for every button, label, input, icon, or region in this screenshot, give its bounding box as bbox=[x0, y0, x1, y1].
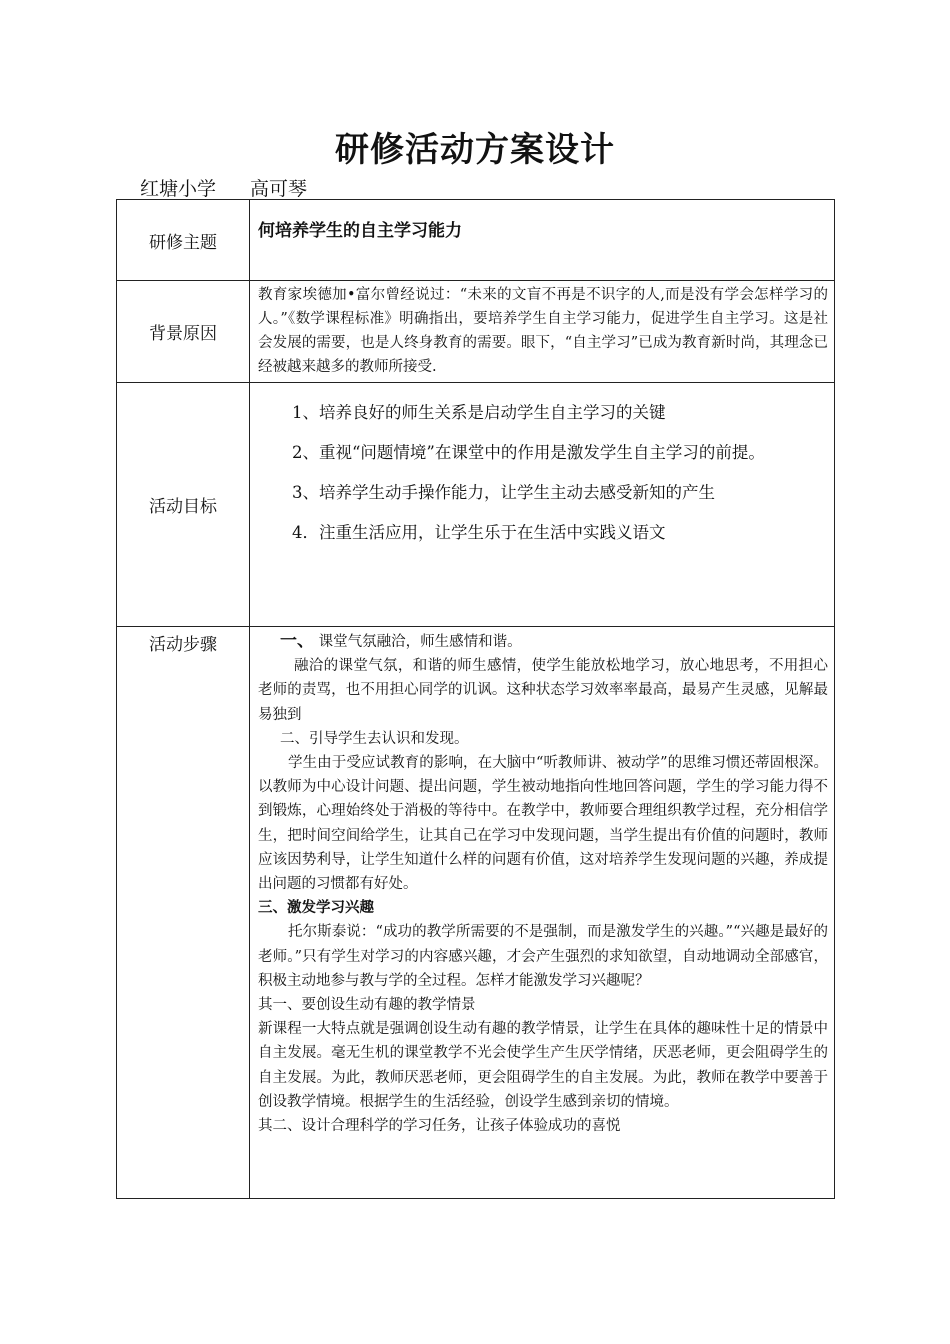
goal-item: 2、重视“问题情境”在课堂中的作用是激发学生自主学习的前提。 bbox=[292, 443, 765, 462]
step1-heading bbox=[258, 629, 828, 654]
row-background bbox=[117, 281, 835, 383]
sub2-title: 其二、设计合理科学的学习任务，让孩子体验成功的喜悦 bbox=[258, 1118, 621, 1135]
row-theme bbox=[117, 200, 835, 281]
background-cell bbox=[250, 281, 835, 383]
page-title: 研修活动方案设计 bbox=[335, 130, 615, 170]
goals-list bbox=[250, 383, 834, 548]
step1-title: 课堂气氛融洽，师生感情和谐。 bbox=[318, 634, 522, 650]
step3-body: 托尔斯泰说：“成功的教学所需要的不是强制，而是激发学生的兴趣。”“兴趣是最好的老师。”只有学生对学习的内容感兴趣，才会产生强烈的求知欲望，自动地调动全部感官，积极主动地参与教与学的全过程。怎样才能激发学习兴趣呢？ bbox=[258, 924, 828, 989]
steps-cell bbox=[250, 627, 835, 1199]
step1-body: 融洽的课堂气氛，和谐的师生感情，使学生能放松地学习，放心地思考，不用担心老师的责骂，也不用担心同学的讥讽。这种状态学习效率率最高，最易产生灵感，见解最易独到 bbox=[258, 658, 828, 723]
goals-label: 活动目标 bbox=[117, 383, 250, 627]
author-name: 高可琴 bbox=[250, 178, 308, 200]
steps-label: 活动步骤 bbox=[117, 627, 250, 1199]
background-content: 教育家埃德加•富尔曾经说过：“未来的文盲不再是不识字的人,而是没有学会怎样学习的人。”《数学课程标准》明确指出，要培养学生自主学习能力，促进学生自主学习。这是社会发展的需要，也是人终身教育的需要。眼下，“自主学习”已成为教育新时尚，其理念已经被越来越多的教师所接受. bbox=[258, 287, 828, 375]
plan-table bbox=[116, 199, 835, 1199]
goals-cell bbox=[250, 383, 835, 627]
author-line bbox=[140, 174, 307, 201]
theme-cell bbox=[250, 200, 835, 281]
sub1-body: 新课程一大特点就是强调创设生动有趣的教学情景，让学生在具体的趣味性十足的情景中自主发展。毫无生机的课堂教学不光会使学生产生厌学情绪，厌恶老师，更会阻碍学生的自主发展。为此，教师厌恶老师，更会阻碍学生的自主发展。为此，教师在教学中要善于创设教学情境。根据学生的生活经验，创设学生感到亲切的情境。 bbox=[258, 1021, 828, 1110]
goal-item: 4．注重生活应用，让学生乐于在生活中实践义语文 bbox=[292, 523, 666, 542]
school-name: 红塘小学 bbox=[140, 178, 217, 200]
step3-title: 三、激发学习兴趣 bbox=[258, 899, 374, 917]
row-goals bbox=[117, 383, 835, 627]
goal-item: 3、培养学生动手操作能力，让学生主动去感受新知的产生 bbox=[292, 483, 715, 502]
goal-item: 1、培养良好的师生关系是启动学生自主学习的关键 bbox=[292, 403, 666, 422]
step2-title: 二、引导学生去认识和发现。 bbox=[280, 730, 469, 747]
step2-body: 学生由于受应试教育的影响，在大脑中“听教师讲、被动学”的思维习惯还蒂固根深。以教师为中心设计问题、提出问题，学生被动地指向性地回答问题，学生的学习能力得不到锻炼，心理始终处于消极的等待中。在教学中，教师要合理组织教学过程，充分相信学生，把时间空间给学生，让其自己在学习中发现问题，当学生提出有价值的问题时，教师应该因势利导，让学生知道什么样的问题有价值，这对培养学生发现问题的兴趣，养成提出问题的习惯都有好处。 bbox=[258, 755, 828, 893]
theme-label: 研修主题 bbox=[117, 200, 250, 281]
background-label: 背景原因 bbox=[117, 281, 250, 383]
steps-content bbox=[250, 627, 834, 1140]
theme-content: 何培养学生的自主学习能力 bbox=[258, 221, 462, 241]
row-steps bbox=[117, 627, 835, 1199]
step1-number: 一、 bbox=[280, 631, 314, 651]
sub1-title: 其一、要创设生动有趣的教学情景 bbox=[258, 997, 476, 1014]
